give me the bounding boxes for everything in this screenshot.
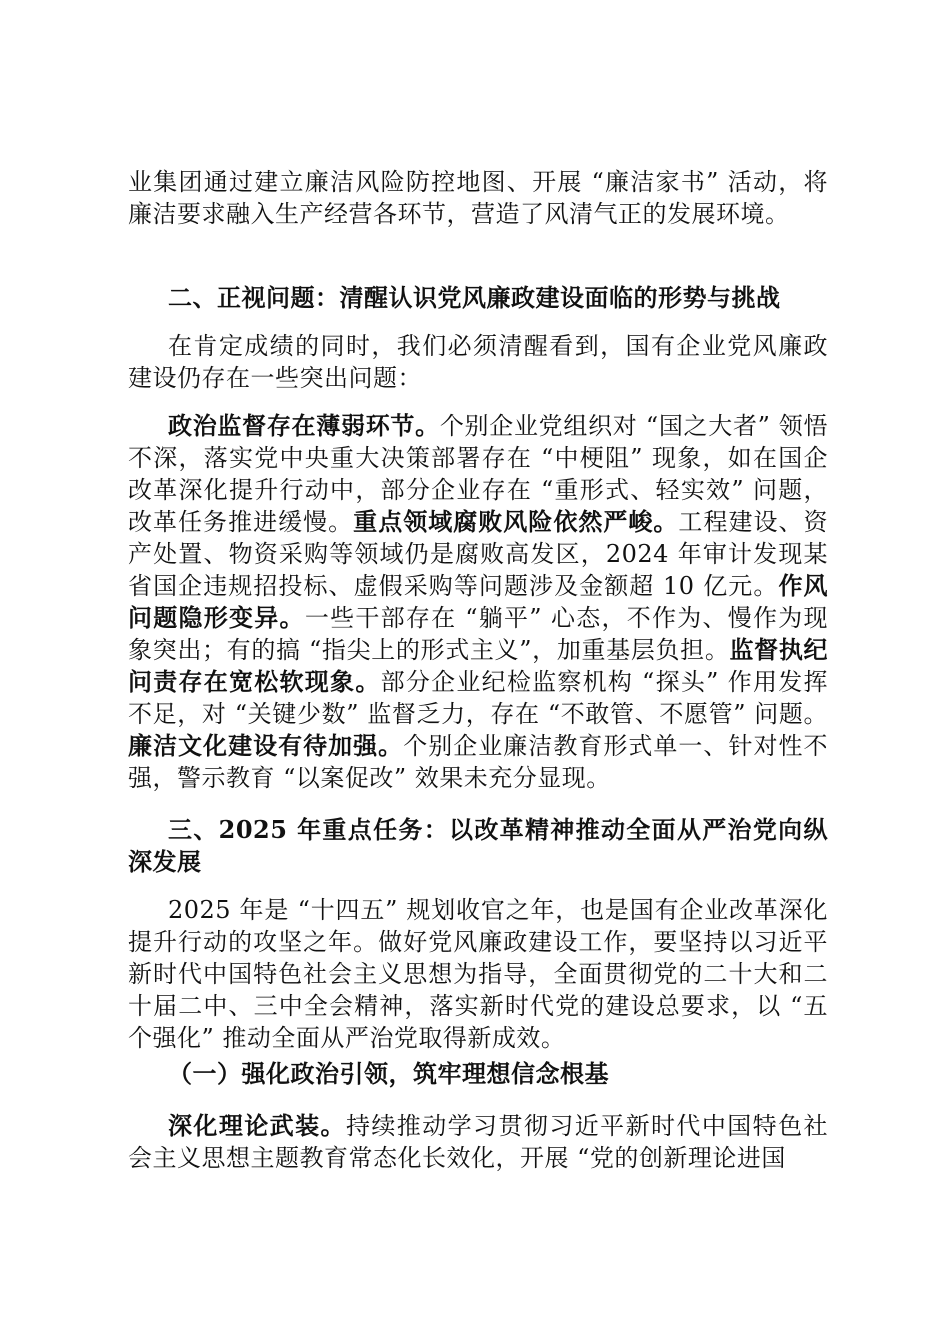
- task-text-theory: 持续推动学习贯彻习近平新时代中国特色社会主义思想主题教育常态化长效化，开展 “党的创新理论进国: [128, 1112, 829, 1172]
- problem-lead-discipline: 监督执纪问责存在宽松软现象。: [128, 635, 828, 696]
- paragraph-continuation: 业集团通过建立廉洁风险防控地图、开展 “廉洁家书” 活动，将廉洁要求融入生产经营各环节，营造了风清气正的发展环境。: [128, 168, 828, 228]
- problem-lead-political-supervision: 政治监督存在薄弱环节。: [168, 411, 440, 440]
- paragraph-problems-intro: 在肯定成绩的同时，我们必须清醒看到，国有企业党风廉政建设仍存在一些突出问题：: [128, 332, 828, 392]
- paragraph-problems-list: [128, 410, 828, 794]
- problem-text-integrity-culture: 个别企业廉洁教育形式单一、针对性不强，警示教育 “以案促改” 效果未充分显现。: [128, 732, 828, 792]
- problem-text-discipline: 部分企业纪检监察机构 “探头” 作用发挥不足，对 “关键少数” 监督乏力，存在 “不敢管、不愿管” 问题。: [128, 668, 829, 728]
- subsection-heading-one: （一）强化政治引领，筑牢理想信念根基: [168, 1059, 609, 1088]
- problem-lead-corruption-risk: 重点领域腐败风险依然严峻。: [353, 507, 679, 536]
- section-heading-two: 二、正视问题：清醒认识党风廉政建设面临的形势与挑战: [168, 283, 781, 312]
- problem-text-political-supervision: 个别企业党组织对 “国之大者” 领悟不深，落实党中央重大决策部署存在 “中梗阻” 现象，如在国企改革深化提升行动中，部分企业存在 “重形式、轻实效” 问题，改革任务推进缓慢。: [128, 412, 829, 536]
- problem-lead-work-style: 作风问题隐形变异。: [128, 571, 829, 632]
- problem-text-work-style: 一些干部存在 “躺平” 心态，不作为、慢作为现象突出；有的搞 “指尖上的形式主义”，加重基层负担。: [128, 604, 829, 664]
- paragraph-theory: [128, 1110, 828, 1174]
- task-lead-theory: 深化理论武装。: [168, 1111, 346, 1140]
- problem-lead-integrity-culture: 廉洁文化建设有待加强。: [128, 731, 404, 760]
- paragraph-2025-overview: 2025 年是 “十四五” 规划收官之年，也是国有企业改革深化提升行动的攻坚之年。做好党风廉政建设工作，要坚持以习近平新时代中国特色社会主义思想为指导，全面贯彻党的二十大和二十届二中、三中全会精神，落实新时代党的建设总要求，以 “五个强化” 推动全面从严治党取得新成效。: [128, 896, 828, 1052]
- problem-text-corruption-risk: 工程建设、资产处置、物资采购等领域仍是腐败高发区，2024 年审计发现某省国企违规招投标、虚假采购等问题涉及金额超 10 亿元。: [128, 508, 829, 600]
- section-heading-three: 三、2025 年重点任务：以改革精神推动全面从严治党向纵深发展: [128, 815, 828, 876]
